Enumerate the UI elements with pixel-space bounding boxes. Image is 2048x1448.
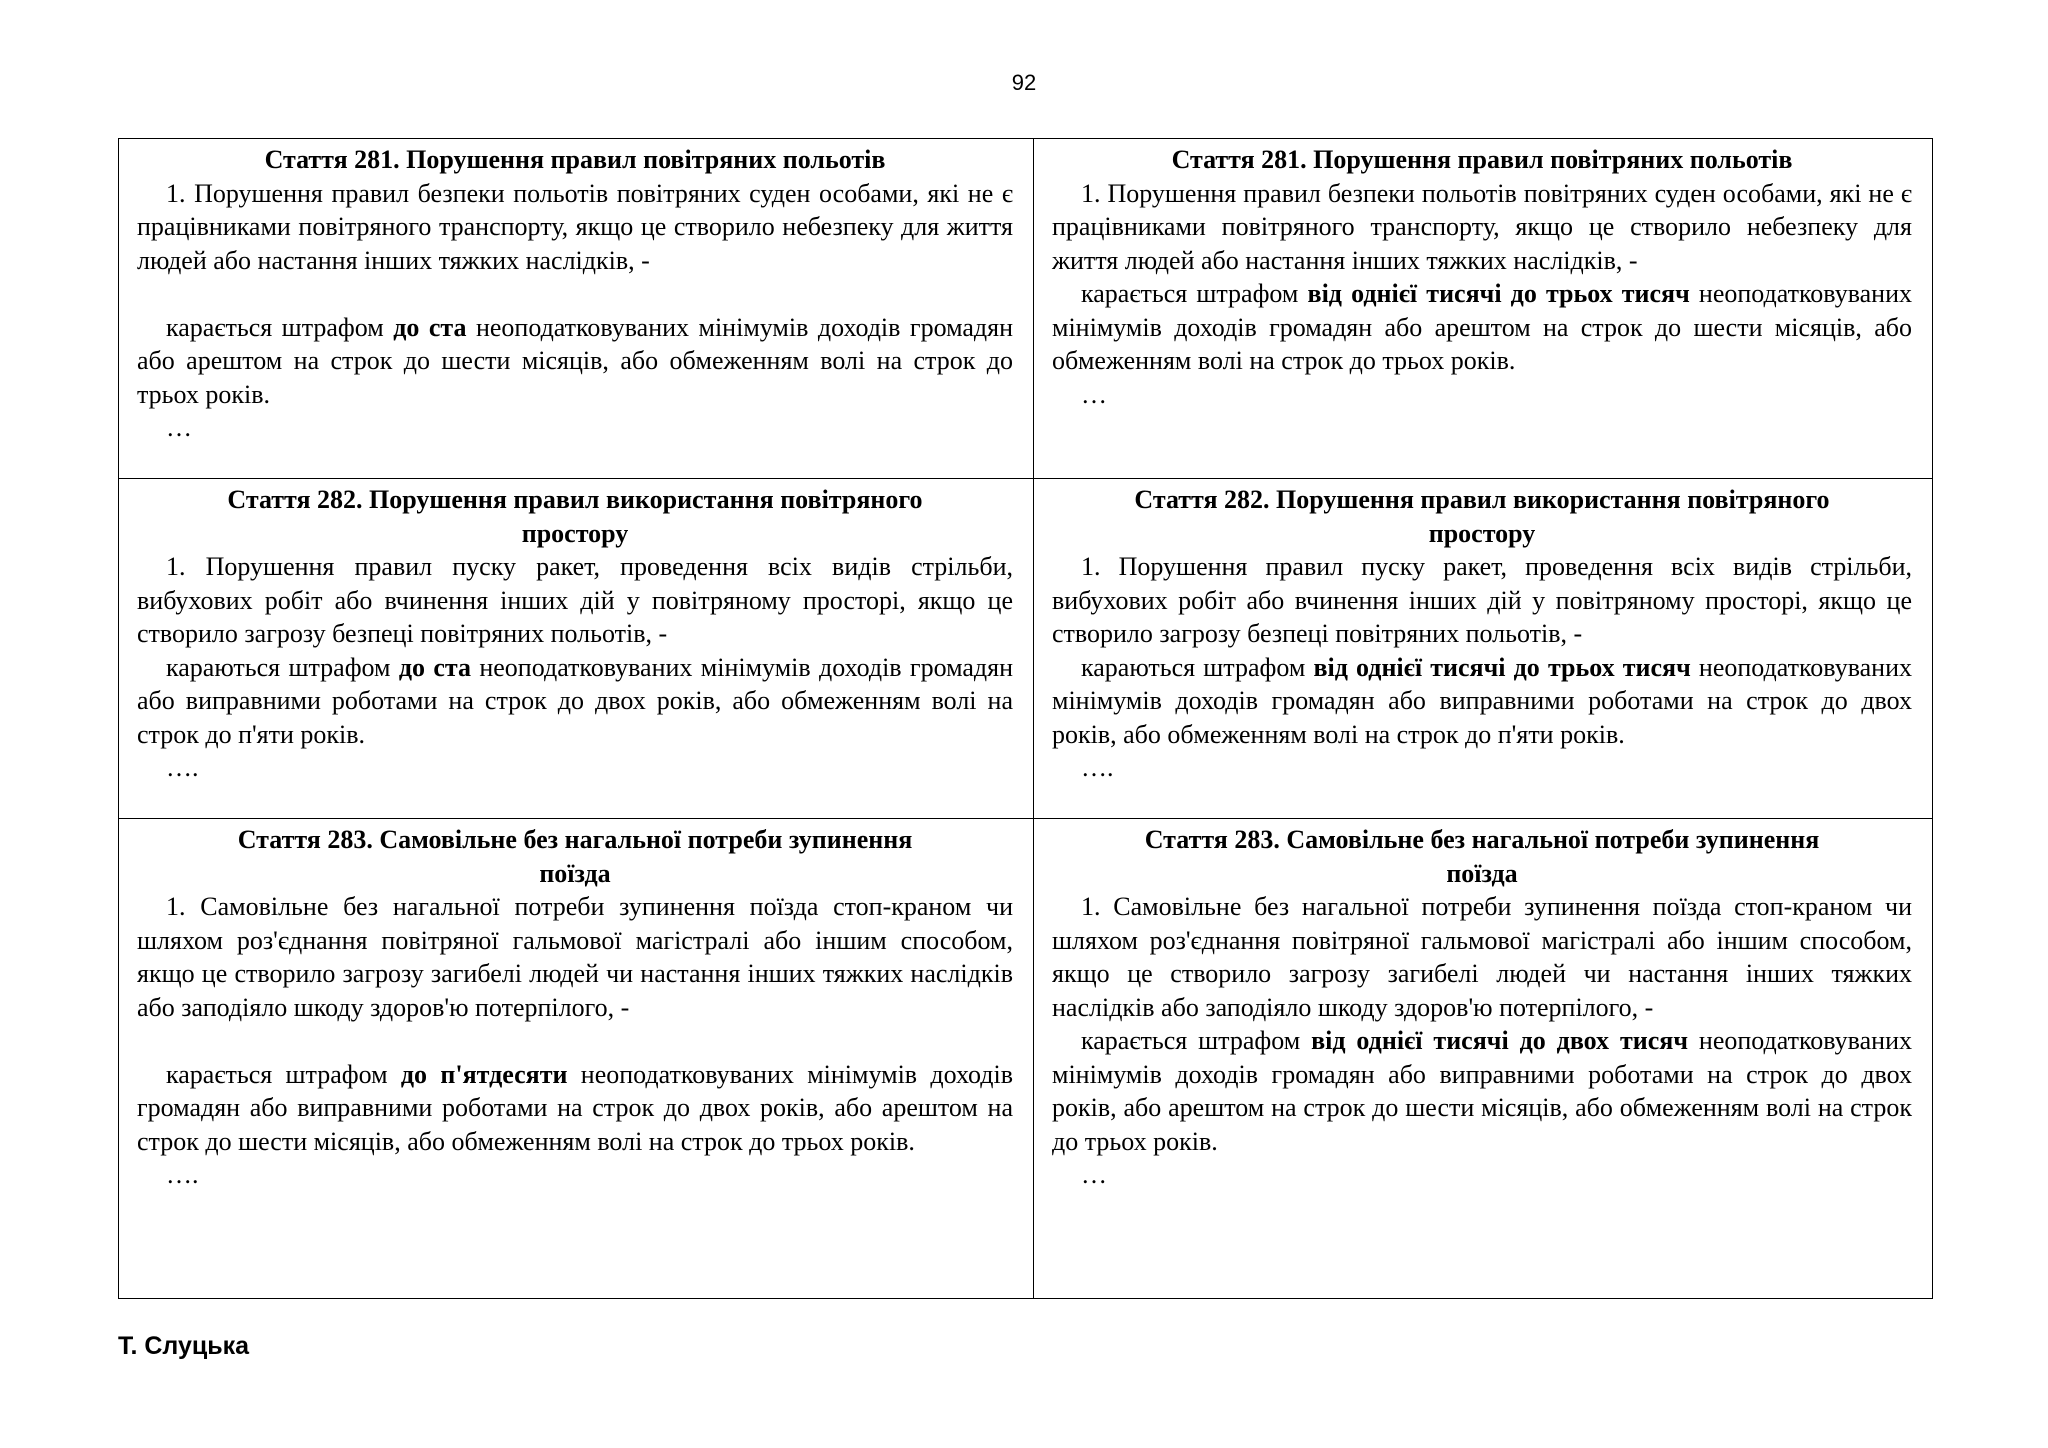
sanction-amount: до п'ятдесяти	[400, 1059, 568, 1089]
page-number: 92	[1011, 70, 1037, 95]
sanction-amount: від однієї тисячі до трьох тисяч	[1307, 279, 1690, 308]
comparison-table	[118, 138, 1933, 1299]
ellipsis: …	[166, 413, 192, 442]
ellipsis: ….	[1081, 753, 1114, 782]
table-row	[119, 819, 1933, 1299]
article-paragraph: 1. Самовільне без нагальної потреби зупинення поїзда стоп-краном чи шляхом роз'єднання повітряної гальмової магістралі або іншим способом, якщо це створило загрозу загибелі людей чи настання інших тяжких наслідків або заподіяло шкоду здоров'ю потерпілого, -	[137, 892, 1013, 1022]
signature: Т. Слуцька	[118, 1332, 250, 1360]
article-title: Стаття 282. Порушення правил використання повітряного простору	[1134, 485, 1830, 548]
sanction-amount: до ста	[398, 652, 471, 682]
article-title: Стаття 281. Порушення правил повітряних польотів	[1171, 145, 1793, 174]
table-row	[119, 479, 1933, 819]
sanction-amount: від однієї тисячі до двох тисяч	[1311, 1026, 1688, 1055]
article-paragraph: 1. Самовільне без нагальної потреби зупинення поїзда стоп-краном чи шляхом роз'єднання повітряної гальмової магістралі або іншим способом, якщо це створило загрозу загибелі людей чи настання інших тяжких наслідків або заподіяло шкоду здоров'ю потерпілого, -	[1052, 892, 1912, 1022]
current-version-cell	[119, 479, 1034, 819]
ellipsis: …	[1081, 379, 1107, 409]
ellipsis: …	[1081, 1160, 1107, 1189]
article-paragraph: 1. Порушення правил пуску ракет, проведення всіх видів стрільби, вибухових робіт або вчинення інших дій у повітряному просторі, якщо це створило загрозу безпеці повітряних польотів, -	[1052, 552, 1912, 648]
ellipsis: ….	[166, 753, 199, 782]
article-paragraph: 1. Порушення правил пуску ракет, проведення всіх видів стрільби, вибухових робіт або вчинення інших дій у повітряному просторі, якщо це створило загрозу безпеці повітряних польотів, -	[137, 552, 1013, 648]
current-version-cell	[119, 819, 1034, 1299]
article-title: Стаття 282. Порушення правил використання повітряного простору	[227, 485, 923, 548]
sanction-paragraph: карається штрафом від однієї тисячі до трьох тисяч неоподатковуваних мінімумів доходів громадян або арештом на строк до шести місяців, або обмеженням волі на строк до трьох років.	[1052, 279, 1912, 375]
article-title: Стаття 283. Самовільне без нагальної потреби зупинення поїзда	[237, 825, 913, 888]
article-paragraph: 1. Порушення правил безпеки польотів повітряних суден особами, які не є працівниками повітряного транспорту, якщо це створило небезпеку для життя людей або настання інших тяжких наслідків, -	[1052, 178, 1912, 275]
sanction-paragraph: карається штрафом до ста неоподатковуваних мінімумів доходів громадян або арештом на строк до шести місяців, або обмеженням волі на строк до трьох років.	[137, 312, 1013, 409]
proposed-version-cell	[1034, 479, 1933, 819]
sanction-amount: від однієї тисячі до трьох тисяч	[1313, 652, 1691, 682]
table-row	[119, 139, 1933, 479]
proposed-version-cell	[1034, 819, 1933, 1299]
article-title: Стаття 281. Порушення правил повітряних польотів	[264, 145, 886, 174]
sanction-paragraph: карається штрафом від однієї тисячі до двох тисяч неоподатковуваних мінімумів доходів громадян або виправними роботами на строк до двох років, або арештом на строк до шести місяців, або обмеженням волі на строк до трьох років.	[1052, 1026, 1912, 1156]
sanction-paragraph: караються штрафом до ста неоподатковуваних мінімумів доходів громадян або виправними роботами на строк до двох років, або обмеженням волі на строк до п'яти років.	[137, 652, 1013, 749]
sanction-paragraph: карається штрафом до п'ятдесяти неоподатковуваних мінімумів доходів громадян або виправними роботами на строк до двох років, або арештом на строк до шести місяців, або обмеженням волі на строк до трьох років.	[137, 1059, 1013, 1156]
sanction-paragraph: караються штрафом від однієї тисячі до трьох тисяч неоподатковуваних мінімумів доходів громадян або виправними роботами на строк до двох років, або обмеженням волі на строк до п'яти років.	[1052, 652, 1912, 749]
proposed-version-cell	[1034, 139, 1933, 479]
sanction-amount: до ста	[393, 312, 467, 342]
current-version-cell	[119, 139, 1034, 479]
ellipsis: ….	[166, 1160, 199, 1189]
article-title: Стаття 283. Самовільне без нагальної потреби зупинення поїзда	[1144, 825, 1820, 888]
article-paragraph: 1. Порушення правил безпеки польотів повітряних суден особами, які не є працівниками повітряного транспорту, якщо це створило небезпеку для життя людей або настання інших тяжких наслідків, -	[137, 178, 1013, 275]
